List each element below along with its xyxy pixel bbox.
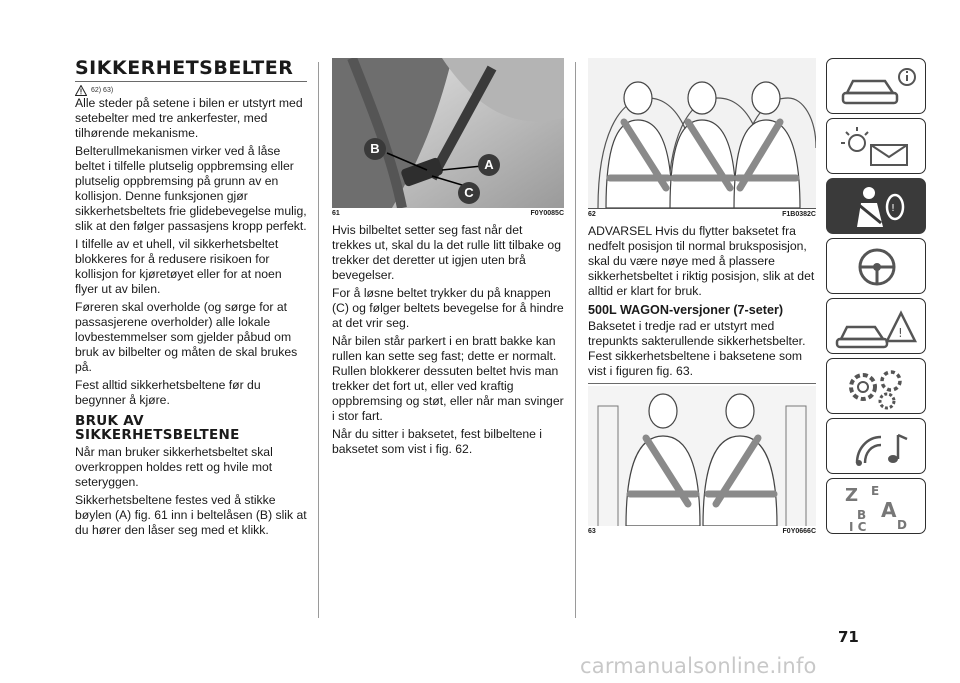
- alphabetical-index-icon: [827, 479, 927, 535]
- maintenance-gears-icon: [827, 359, 927, 415]
- column-divider: [318, 62, 319, 618]
- figure-61-image: [332, 58, 564, 208]
- svg-text:E: E: [871, 484, 880, 498]
- figure-63-number: 63: [588, 528, 596, 535]
- figure-61-caption: [332, 210, 564, 217]
- svg-text:Z: Z: [845, 485, 859, 506]
- tab-car-info[interactable]: [826, 58, 926, 114]
- svg-text:!: !: [898, 326, 903, 340]
- figure-61-code: F0Y0085C: [530, 210, 564, 217]
- tab-emergency[interactable]: [826, 298, 926, 354]
- page-title: SIKKERHETSBELTER: [75, 57, 294, 79]
- callout-b: B: [364, 138, 386, 160]
- figure-63-caption: [588, 528, 816, 535]
- watermark-text: carmanualsonline.info: [580, 654, 817, 678]
- warning-references: [75, 85, 307, 96]
- column-middle: [332, 58, 564, 460]
- car-info-icon: [827, 59, 927, 115]
- car-emergency-icon: [827, 299, 927, 355]
- col2-para-1: Hvis bilbeltet setter seg fast når det trekkes ut, skal du la det rulle litt tilbake og trekker det deretter ut igjen uten brå bevegelser.: [332, 223, 561, 282]
- figure-63-rule: [588, 383, 816, 384]
- chapter-tabs: [826, 58, 928, 538]
- tab-warning-lights[interactable]: [826, 118, 926, 174]
- svg-text:B: B: [857, 508, 867, 522]
- col2-para-2: For å løsne beltet trykker du på knappen (C) og følger beltets bevegelse for å hindre at det vrir seg.: [332, 286, 564, 330]
- svg-text:A: A: [881, 498, 897, 522]
- page-number: 71: [838, 628, 859, 646]
- figure-63-image: [588, 386, 816, 526]
- svg-text:D: D: [897, 518, 907, 532]
- wagon-subheading: 500L WAGON-versjoner (7-seter): [588, 303, 784, 317]
- seat-safety-icon: [827, 179, 927, 235]
- intro-para-2: Belterullmekanismen virker ved å låse beltet i tilfelle plutselig oppbremsing eller plutselig oppbremsing på grunn av en kollisjon. Denne funksjonen gjør sikkerhetsbeltets frie glidebevegelse mulig, slik at den følger passasjens kropp perfekt.: [75, 144, 307, 233]
- column-right: [588, 58, 816, 541]
- intro-para-1: Alle steder på setene i bilen er utstyrt med setebelter med tre ankerfester, med tilhørende mekanisme.: [75, 96, 303, 140]
- col2-para-4: Når du sitter i baksetet, fest bilbeltene i baksetet som vist i fig. 62.: [332, 427, 543, 456]
- intro-para-5: Fest alltid sikkerhetsbeltene før du begynner å kjøre.: [75, 378, 261, 407]
- column-left: [75, 58, 307, 541]
- col2-para-3: Når bilen står parkert i en bratt bakke kan rullen kan sette seg fast; dette er normalt. Rullen blokkerer dessuten beltet hvis man trekker det fort ut, eller ved kraftig oppbremsing og støt, eller når man svinger i stor fart.: [332, 334, 564, 423]
- figure-62-code: F1B0382C: [782, 211, 816, 218]
- intro-para-4: Føreren skal overholde (og sørge for at passasjerene overholder) alle lokale lovbestemmelser som gjelder påbud om bruk av bilbelter og måten de skal brukes på.: [75, 300, 298, 374]
- callout-a: A: [478, 154, 500, 176]
- warning-lights-icon: [827, 119, 927, 175]
- col3-warning-para: ADVARSEL Hvis du flytter baksetet fra nedfelt posisjon til normal bruksposisjon, skal du være nøye med å plassere sikkerhetsbeltet i riktig posisjon, slik at det alltid er klart for bruk.: [588, 224, 815, 298]
- warning-triangle-icon: [75, 85, 87, 96]
- svg-text:!: !: [891, 203, 896, 214]
- tab-index[interactable]: [826, 478, 926, 534]
- warning-refs-text: 62) 63): [91, 87, 114, 94]
- figure-61-number: 61: [332, 210, 340, 217]
- figure-62-caption: [588, 211, 816, 218]
- col3-para-2: Baksetet i tredje rad er utstyrt med trepunkts sakterullende sikkerhetsbelter. Fest sikkerhetsbeltene i baksetene som vist i figuren fig. 63.: [588, 319, 806, 378]
- figure-62-number: 62: [588, 211, 596, 218]
- intro-para-3: I tilfelle av et uhell, vil sikkerhetsbeltet blokkeres for å redusere risikoen for kollisjon for kjøretøyet eller for at noen flyer ut av bilen.: [75, 237, 282, 296]
- figure-62-image: [588, 58, 816, 209]
- multimedia-icon: [827, 419, 927, 475]
- section-heading: BRUK AV SIKKERHETSBELTENE: [75, 413, 240, 443]
- figure-63-code: F0Y0666C: [782, 528, 816, 535]
- tab-multimedia[interactable]: [826, 418, 926, 474]
- tab-steering[interactable]: [826, 238, 926, 294]
- title-rule: [75, 81, 307, 82]
- section-para-1: Når man bruker sikkerhetsbeltet skal overkroppen holdes rett og hvile mot seteryggen.: [75, 445, 273, 489]
- tab-seat-safety[interactable]: [826, 178, 926, 234]
- section-para-2: Sikkerhetsbeltene festes ved å stikke bøylen (A) fig. 61 inn i beltelåsen (B) slik at du hører den låser seg med et klikk.: [75, 493, 307, 537]
- column-divider: [575, 62, 576, 618]
- svg-text:I C: I C: [849, 520, 867, 534]
- callout-c: C: [458, 182, 480, 204]
- tab-maintenance[interactable]: [826, 358, 926, 414]
- steering-wheel-icon: [827, 239, 927, 295]
